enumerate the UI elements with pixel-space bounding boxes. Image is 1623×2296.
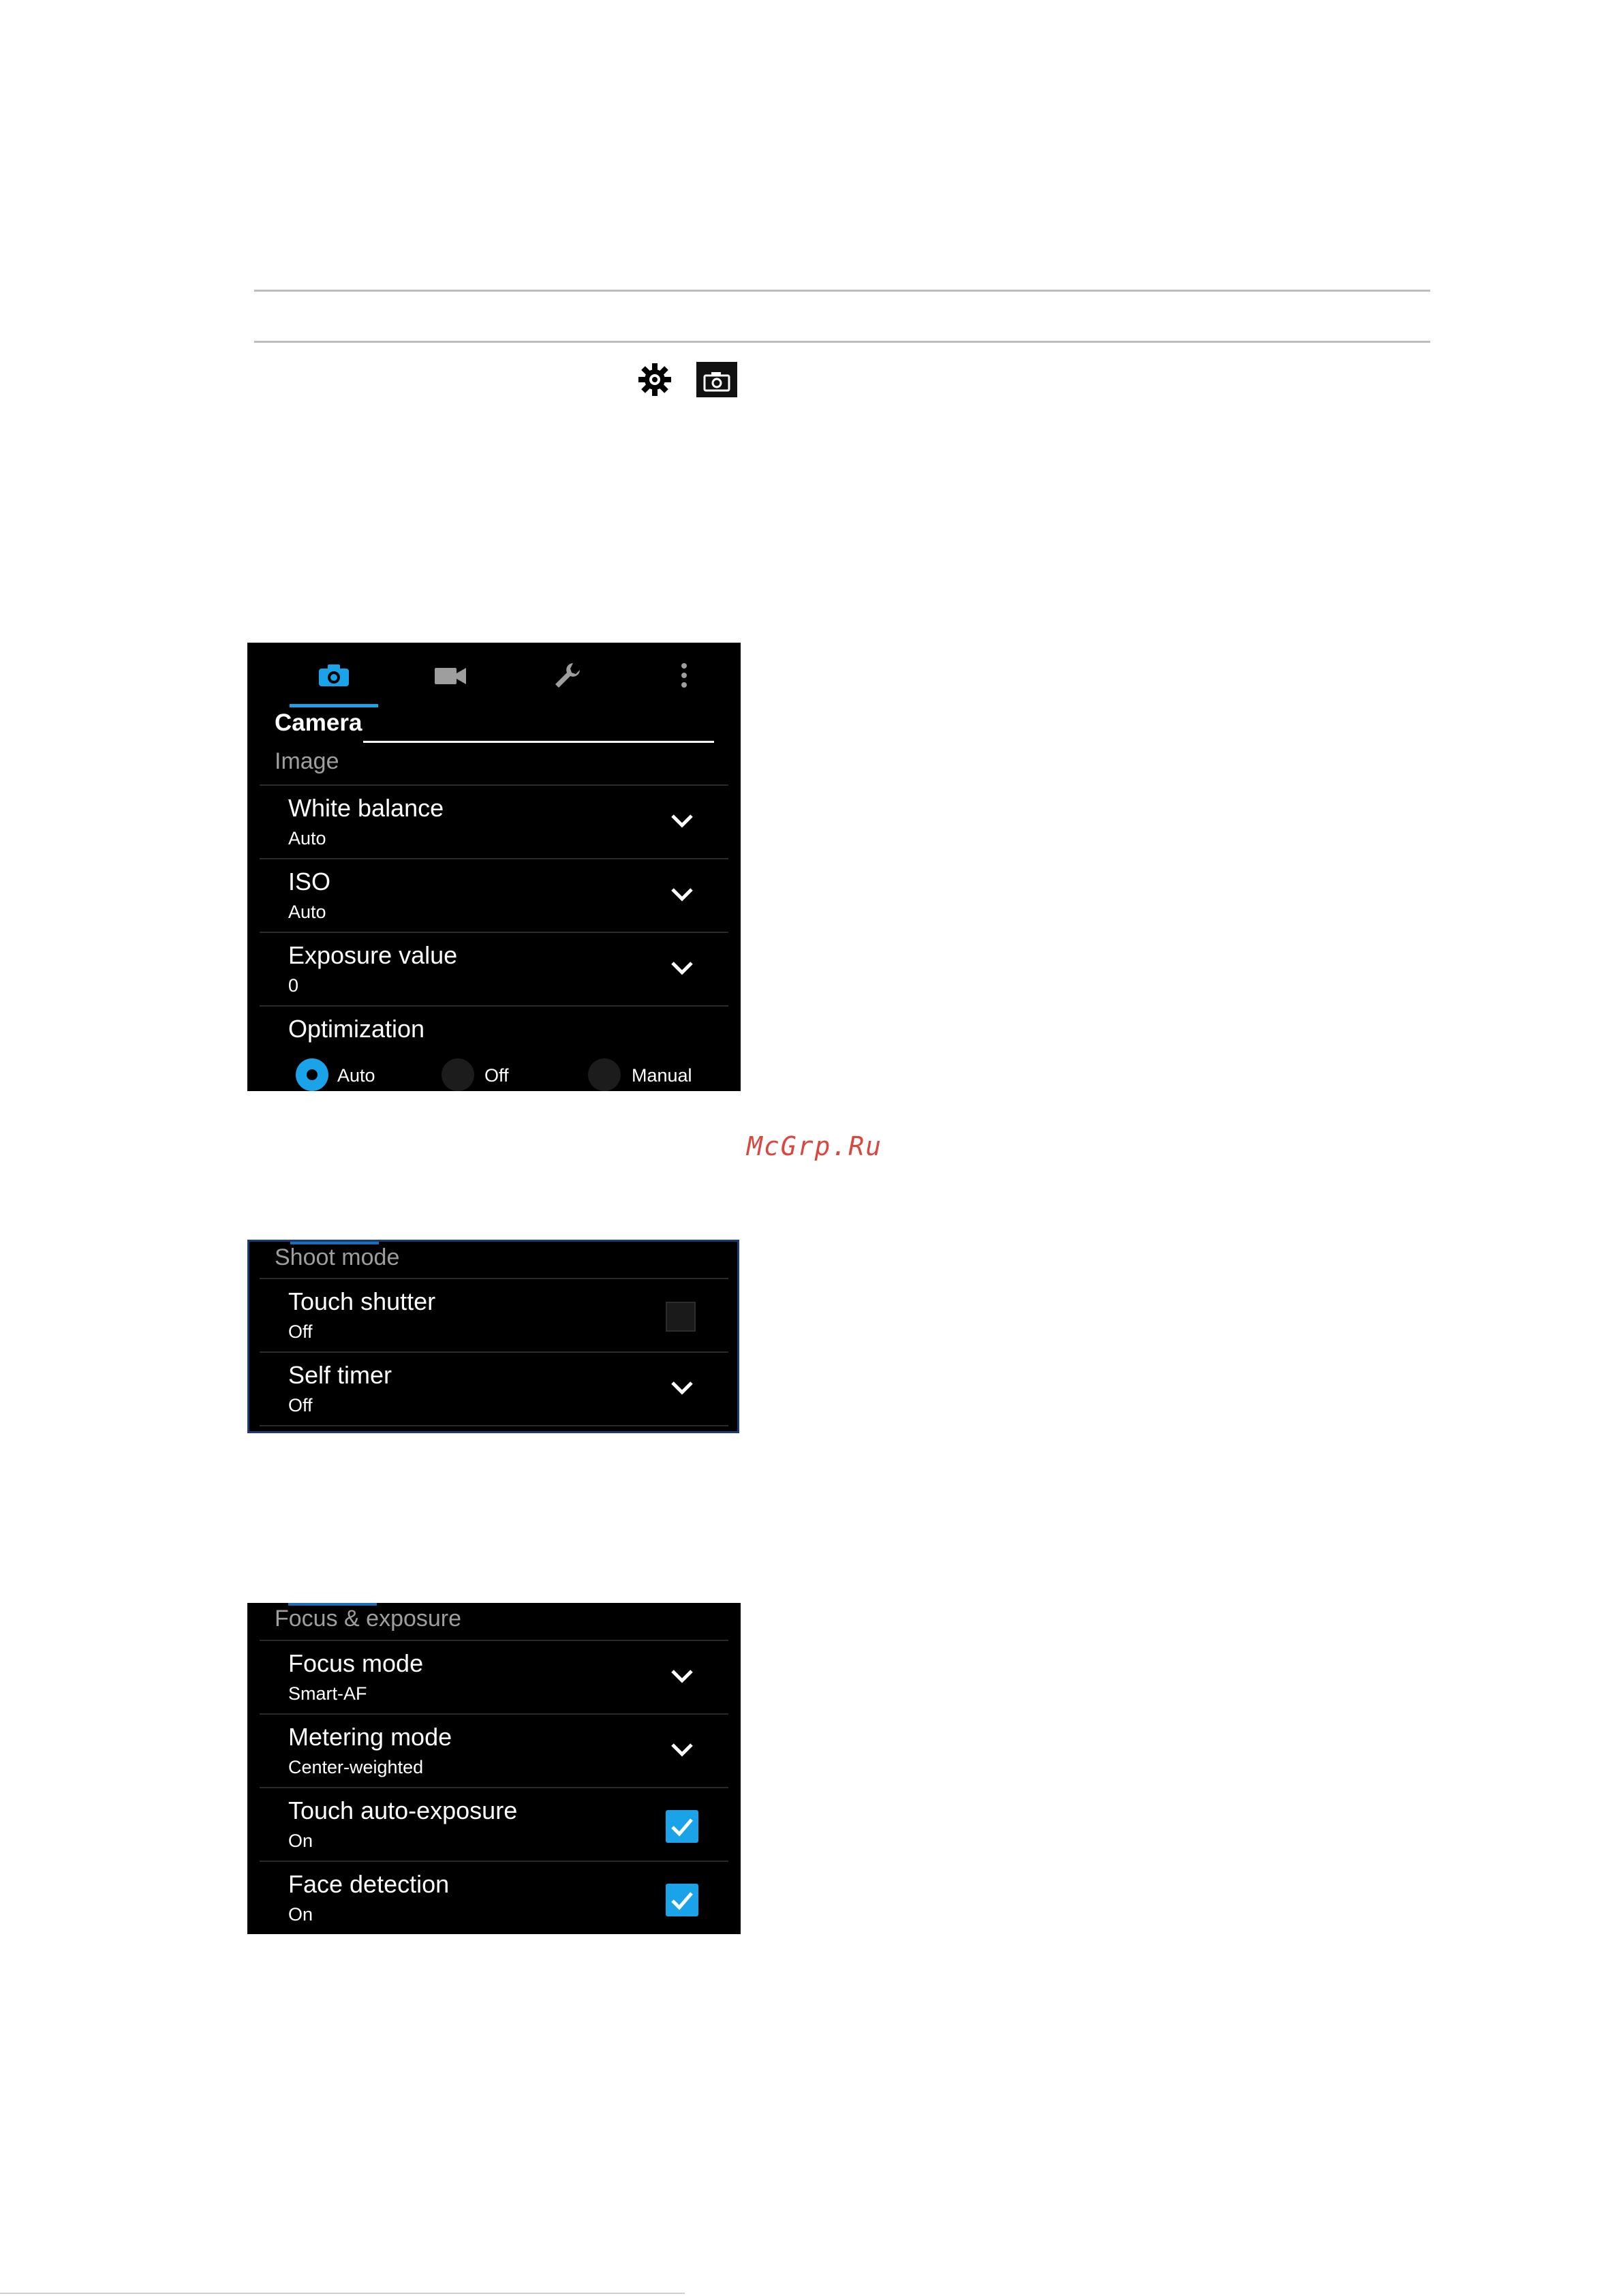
tab-video[interactable] bbox=[406, 656, 495, 694]
optimization-radio-group bbox=[247, 1052, 741, 1091]
setting-metering-mode[interactable] bbox=[247, 1715, 741, 1788]
setting-face-detection[interactable] bbox=[247, 1862, 741, 1934]
setting-value: Off bbox=[288, 1395, 313, 1415]
setting-white-balance[interactable] bbox=[247, 786, 741, 859]
setting-value: 0 bbox=[288, 975, 299, 996]
radio-label-auto: Auto bbox=[337, 1065, 375, 1086]
checkmark-icon bbox=[666, 1810, 698, 1843]
settings-tab-bar bbox=[247, 643, 741, 711]
section-header-image: Image bbox=[275, 748, 339, 774]
setting-focus-mode[interactable] bbox=[247, 1641, 741, 1715]
radio-off[interactable] bbox=[442, 1058, 474, 1091]
focus-exposure-panel bbox=[247, 1603, 741, 1934]
section-header-shoot-mode: Shoot mode bbox=[275, 1244, 400, 1270]
setting-value: Auto bbox=[288, 902, 326, 922]
chevron-down-icon[interactable] bbox=[668, 1741, 696, 1760]
chevron-down-icon[interactable] bbox=[668, 812, 696, 831]
camera-settings-panel bbox=[247, 643, 741, 1091]
setting-label: Touch auto-exposure bbox=[288, 1796, 518, 1824]
footer-rule bbox=[0, 2293, 685, 2294]
radio-manual[interactable] bbox=[588, 1058, 621, 1091]
touch-shutter-checkbox[interactable] bbox=[666, 1302, 696, 1332]
setting-label: Focus mode bbox=[288, 1649, 424, 1677]
setting-self-timer[interactable] bbox=[247, 1353, 739, 1426]
setting-label: Metering mode bbox=[288, 1723, 452, 1751]
setting-label: White balance bbox=[288, 794, 444, 822]
tab-more[interactable] bbox=[640, 656, 728, 694]
shoot-mode-panel bbox=[247, 1240, 739, 1433]
watermark: McGrp.Ru bbox=[747, 1131, 883, 1161]
chevron-down-icon[interactable] bbox=[668, 959, 696, 978]
chevron-down-icon[interactable] bbox=[668, 885, 696, 904]
settings-title: Camera bbox=[275, 709, 362, 736]
active-tab-indicator bbox=[290, 704, 378, 707]
title-underline bbox=[363, 741, 714, 743]
setting-exposure-value[interactable] bbox=[247, 933, 741, 1007]
tab-camera[interactable] bbox=[290, 656, 378, 694]
setting-label: Exposure value bbox=[288, 941, 458, 969]
setting-value: On bbox=[288, 1831, 313, 1851]
radio-auto[interactable] bbox=[296, 1058, 328, 1091]
setting-label: Touch shutter bbox=[288, 1287, 436, 1315]
top-rule-lower bbox=[254, 341, 1430, 343]
camera-icon bbox=[318, 663, 350, 688]
tab-tools[interactable] bbox=[523, 656, 612, 694]
gear-icon bbox=[637, 362, 673, 397]
settings-title-row bbox=[275, 709, 738, 748]
chevron-down-icon[interactable] bbox=[668, 1379, 696, 1398]
touch-auto-exposure-checkbox[interactable] bbox=[666, 1810, 698, 1843]
top-rule-upper bbox=[254, 290, 1430, 292]
setting-value: Auto bbox=[288, 828, 326, 848]
chevron-down-icon[interactable] bbox=[668, 1667, 696, 1686]
setting-label: Self timer bbox=[288, 1361, 392, 1389]
camera-icon bbox=[696, 362, 737, 397]
video-icon bbox=[433, 665, 467, 686]
divider bbox=[260, 1425, 728, 1426]
radio-label-manual: Manual bbox=[632, 1065, 692, 1086]
wrench-icon bbox=[553, 660, 583, 690]
setting-label: Optimization bbox=[288, 1015, 425, 1043]
radio-dot bbox=[307, 1069, 318, 1080]
setting-value: On bbox=[288, 1904, 313, 1925]
section-header-focus-exposure: Focus & exposure bbox=[275, 1606, 462, 1632]
setting-touch-shutter[interactable] bbox=[247, 1279, 739, 1353]
face-detection-checkbox[interactable] bbox=[666, 1884, 698, 1916]
setting-value: Center-weighted bbox=[288, 1757, 424, 1777]
setting-label: ISO bbox=[288, 868, 331, 896]
radio-label-off: Off bbox=[484, 1065, 509, 1086]
setting-touch-auto-exposure[interactable] bbox=[247, 1788, 741, 1862]
setting-value: Off bbox=[288, 1321, 313, 1342]
setting-value: Smart-AF bbox=[288, 1683, 367, 1704]
checkmark-icon bbox=[666, 1884, 698, 1916]
more-icon bbox=[680, 662, 688, 689]
setting-label: Face detection bbox=[288, 1870, 450, 1898]
setting-iso[interactable] bbox=[247, 859, 741, 933]
